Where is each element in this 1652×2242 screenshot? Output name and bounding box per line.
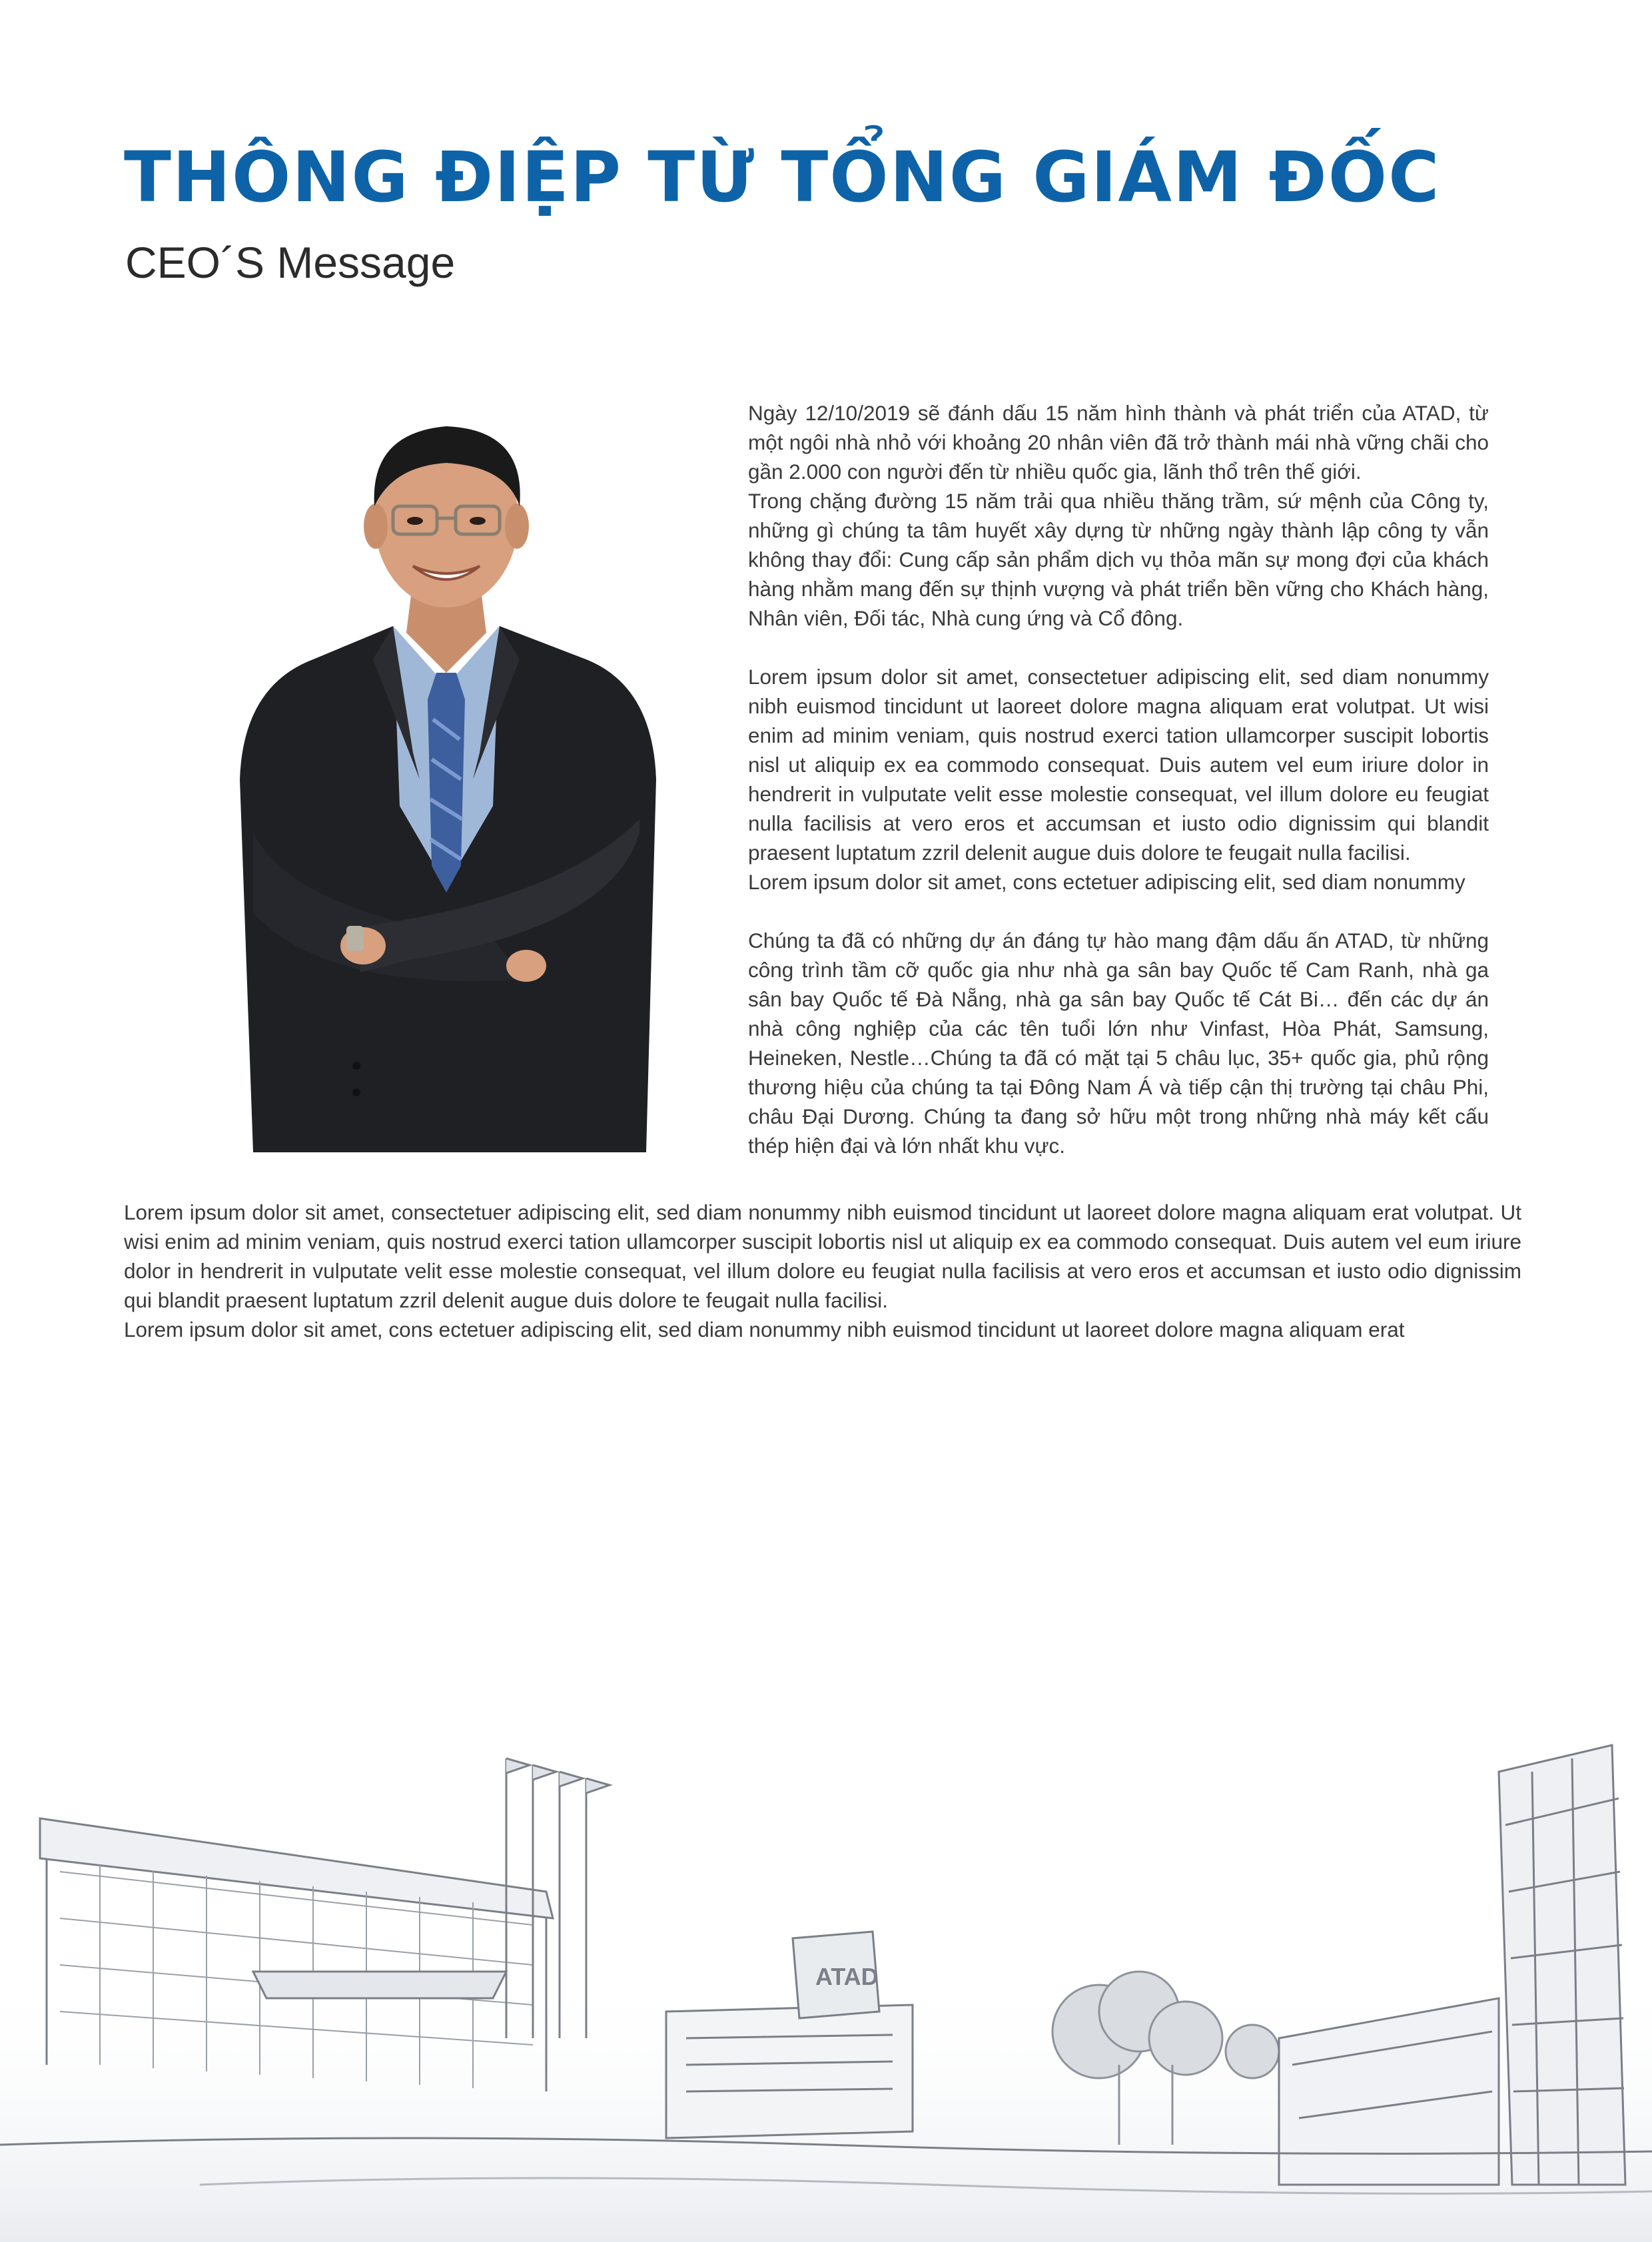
mission-paragraph: Trong chặng đường 15 năm trải qua nhiều thăng trầm, sứ mệnh của Công ty, những gì chúng ta tâm huyết xây dựng từ những ngày thành lập công ty vẫn không thay đổi: Cung cấp sản phẩm dịch vụ thỏa mãn sự mong đợi của khách hàng nhằm mang đến sự thịnh vượng và phát triển bền vững cho Khách hàng, Nhân viên, Đối tác, Nhà cung ứng và Cổ đông. — [748, 489, 1489, 630]
entrance-canopy — [253, 1972, 506, 1998]
page-title: THÔNG ĐIỆP TỪ TỔNG GIÁM ĐỐC — [124, 137, 1441, 218]
ear-left — [364, 504, 388, 549]
intro-paragraph: Ngày 12/10/2019 sẽ đánh dấu 15 năm hình thành và phát triển của ATAD, từ một ngôi nhà nhỏ với khoảng 20 nhân viên đã trở thành mái nhà vững chãi cho gần 2.000 con người đến từ nhiều quốc gia, lãnh thổ trên thế giới. — [748, 401, 1489, 484]
hand-right — [506, 950, 546, 982]
factory-building-sketch-icon — [0, 1718, 1652, 2242]
side-building — [666, 2005, 913, 2138]
sketch-sign-text: ATAD — [815, 1963, 879, 1990]
watch — [346, 926, 364, 951]
lorem-paragraph-wide: Lorem ipsum dolor sit amet, consectetuer adipiscing elit, sed diam nonummy nibh euismod tincidunt ut laoreet dolore magna aliquam erat volutpat. Ut wisi enim ad minim veniam, quis nostrud exerci tation ullamcorper suscipit lobortis nisl ut aliquip ex ea commodo consequat. Duis autem vel eum iriure dolor in hendrerit in vulputate velit esse molestie consequat, vel illum dolore eu feugiat nulla facilisis at vero eros et accumsan et iusto odio dignissim qui blandit praesent luptatum zzril delenit augue duis dolore te feugait nulla facilisi. — [124, 1200, 1521, 1312]
projects-paragraph: Chúng ta đã có những dự án đáng tự hào mang đậm dấu ấn ATAD, từ những công trình tầm cỡ quốc gia như nhà ga sân bay Quốc tế Cam Ranh, nhà ga sân bay Quốc tế Đà Nẵng, nhà ga sân bay Quốc tế Cát Bi… đến các dự án nhà công nghiệp của các tên tuổi lớn như Vinfast, Hòa Phát, Samsung, Heineken, Nestle…Chúng ta đã có mặt tại 5 châu lục, 35+ quốc gia, phủ rộng thương hiệu của chúng ta tại Đông Nam Á và tiếp cận thị trường tại châu Phi, châu Đại Dương. Chúng ta đang sở hữu một trong những nhà máy kết cấu thép hiện đại và lớn nhất khu vực. — [748, 929, 1489, 1158]
main-roof — [40, 1818, 553, 1918]
right-column-text — [748, 398, 1489, 1160]
ear-right — [505, 504, 529, 549]
full-width-text — [124, 1198, 1521, 1344]
lorem-line-wide: Lorem ipsum dolor sit amet, cons ectetuer adipiscing elit, sed diam nonummy nibh euismod tincidunt ut laoreet dolore magna aliquam erat — [124, 1317, 1405, 1341]
lorem-line: Lorem ipsum dolor sit amet, cons ectetuer adipiscing elit, sed diam nonummy — [748, 870, 1465, 894]
lorem-paragraph: Lorem ipsum dolor sit amet, consectetuer adipiscing elit, sed diam nonummy nibh euismod tincidunt ut laoreet dolore magna aliquam erat volutpat. Ut wisi enim ad minim veniam, quis nostrud exerci tation ullamcorper suscipit lobortis nisl ut aliquip ex ea commodo consequat. Duis autem vel eum iriure dolor in hendrerit in vulputate velit esse molestie consequat, vel illum dolore eu feugiat nulla facilisis at vero eros et accumsan et iusto odio dignissim qui blandit praesent luptatum zzril delenit augue duis dolore te feugait nulla facilisi. — [748, 665, 1489, 865]
page-subtitle: CEO´S Message — [125, 238, 456, 287]
ceo-portrait-photo — [213, 406, 679, 1152]
